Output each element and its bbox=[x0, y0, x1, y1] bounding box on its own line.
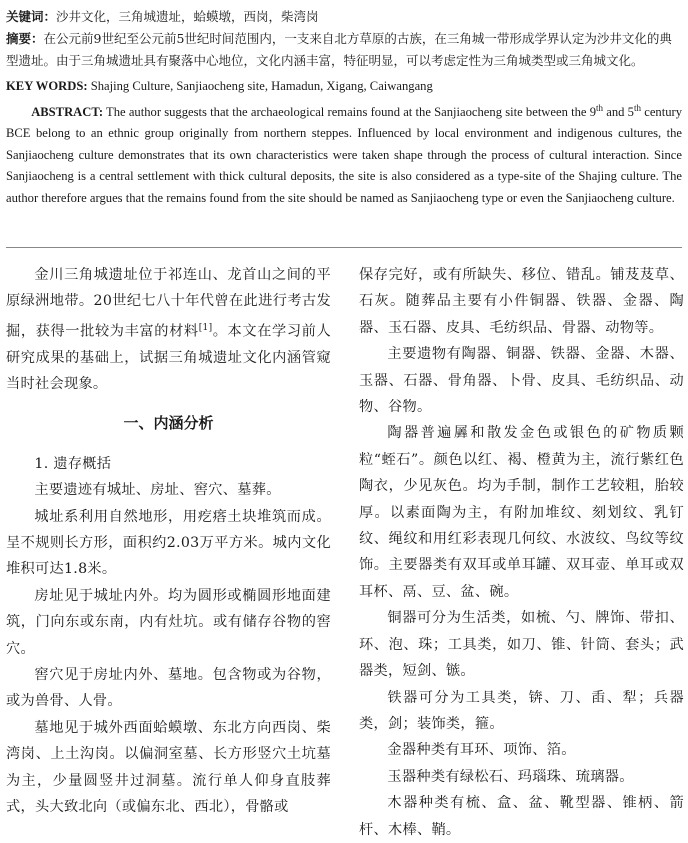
abstract-cn-text: 在公元前9世纪至公元前5世纪时间范围内，一支来自北方草原的古族，在三角城一带形成学界认定为沙井文化的典型遗址。由于三角城遗址具有聚落中心地位，文化内涵丰富，特征明显，可以考虑定性为三角城类型或三角城文化。 bbox=[6, 31, 672, 68]
abstract-en bbox=[6, 98, 682, 210]
superscript-th-2: th bbox=[633, 102, 641, 113]
paragraph: 铜器可分为生活类，如梳、勺、牌饰、带扣、环、泡、珠；工具类，如刀、锥、针筒、套头；武器类，短剑、镞。 bbox=[359, 610, 684, 680]
keywords-en-text: Shajing Culture, Sanjiaocheng site, Hamadun, Xigang, Caiwangang bbox=[90, 79, 433, 93]
keywords-cn-label: 关键词： bbox=[6, 9, 57, 24]
abstract-cn bbox=[6, 28, 682, 72]
intro-text-1: 金川三角城遗址位于祁连山、龙首山之间的平原绿洲地带。20世纪七八十年代曾在此进行考古发掘，获得一批较为丰富的材料 bbox=[6, 267, 331, 340]
abstract-cn-label: 摘要： bbox=[6, 31, 44, 46]
paragraph: 陶器普遍羼和散发金色或银色的矿物质颗粒“蛭石”。颜色以红、褐、橙黄为主，流行紫红色陶衣，少见灰色。均为手制，制作工艺较粗，胎较厚。以素面陶为主，有附加堆纹、刻划纹、乳钉纹、绳纹和用红彩表现几何纹、水波纹、鸟纹等纹饰。主要器类有双耳或单耳罐、双耳壶、单耳或双耳杯、鬲、豆、盆、碗。 bbox=[359, 425, 684, 600]
abstract-en-text-3: century BCE belong to an ethnic group originally from northern steppes. Influenced by local environment and indigenous cultures, the Sanjiaocheng culture demonstrates that its own characteristics were taken shape through the process of cultural interaction. Since Sanjiaocheng is a central settlement with thick cultural deposits, the site is also considered as a type-site of the Shajing culture. The author therefore argues that the remains found from the site should be named as Sanjiaocheng type or even the Sanjiaocheng culture. bbox=[6, 104, 682, 205]
paragraph: 主要遗迹有城址、房址、窖穴、墓葬。 bbox=[34, 482, 281, 499]
paragraph: 铁器可分为工具类，锛、刀、臿、犁；兵器类，剑；装饰类，箍。 bbox=[359, 689, 684, 732]
paragraph: 窖穴见于房址内外、墓地。包含物或为谷物，或为兽骨、人骨。 bbox=[6, 667, 331, 710]
abstract-en-label: ABSTRACT: bbox=[31, 104, 104, 119]
section-heading: 一、内涵分析 bbox=[123, 413, 214, 432]
paragraph: 木器种类有梳、盒、盆、靴型器、锥柄、箭杆、木棒、鞘。 bbox=[359, 795, 684, 838]
paragraph: 城址系利用自然地形，用疙瘩土块堆筑而成。呈不规则长方形，面积约2.03万平方米。城内文化堆积可达1.8米。 bbox=[6, 508, 331, 578]
paragraph: 墓地见于城外西面蛤蟆墩、东北方向西岗、柴湾岗、上土沟岗。以偏洞室墓、长方形竖穴土坑墓为主，少量圆竖井过洞墓。流行单人仰身直肢葬式，头大致北向（或偏东北、西北），骨骼或 bbox=[6, 719, 331, 816]
intro-paragraph bbox=[6, 262, 331, 398]
intro-text-2: 。本文在学习前人研究成果的基础上，试据三角城遗址文化内涵管窥当时社会现象。 bbox=[6, 323, 331, 393]
keywords-en bbox=[6, 76, 682, 98]
paragraph: 主要遗物有陶器、铜器、铁器、金器、木器、玉器、石器、骨角器、卜骨、皮具、毛纺织品、动物、谷物。 bbox=[359, 346, 684, 416]
paragraph: 房址见于城址内外。均为圆形或椭圆形地面建筑，门向东或东南，内有灶坑。或有储存谷物的窖穴。 bbox=[6, 587, 331, 657]
paragraph: 金器种类有耳环、项饰、箔。 bbox=[387, 742, 576, 759]
reference-marker: [1] bbox=[198, 322, 213, 333]
superscript-th-1: th bbox=[596, 102, 604, 113]
keywords-cn-text: 沙井文化，三角城遗址，蛤蟆墩，西岗，柴湾岗 bbox=[56, 9, 319, 24]
paragraph: 玉器种类有绿松石、玛瑙珠、琉璃器。 bbox=[387, 768, 634, 785]
divider-rule bbox=[6, 247, 682, 248]
subsection-heading: 1. 遗存概括 bbox=[34, 455, 112, 472]
right-column bbox=[359, 262, 684, 843]
left-column bbox=[6, 262, 331, 820]
abstract-en-text-2: and 5 bbox=[603, 104, 634, 119]
keywords-en-label: KEY WORDS: bbox=[6, 79, 88, 93]
abstract-en-text-1: The author suggests that the archaeological remains found at the Sanjiaocheng site between the 9 bbox=[106, 104, 597, 119]
keywords-cn bbox=[6, 6, 682, 28]
abstract-block bbox=[6, 6, 682, 209]
paragraph: 保存完好，或有所缺失、移位、错乱。铺芨芨草、石灰。随葬品主要有小件铜器、铁器、金器、陶器、玉石器、皮具、毛纺织品、骨器、动物等。 bbox=[359, 267, 684, 336]
